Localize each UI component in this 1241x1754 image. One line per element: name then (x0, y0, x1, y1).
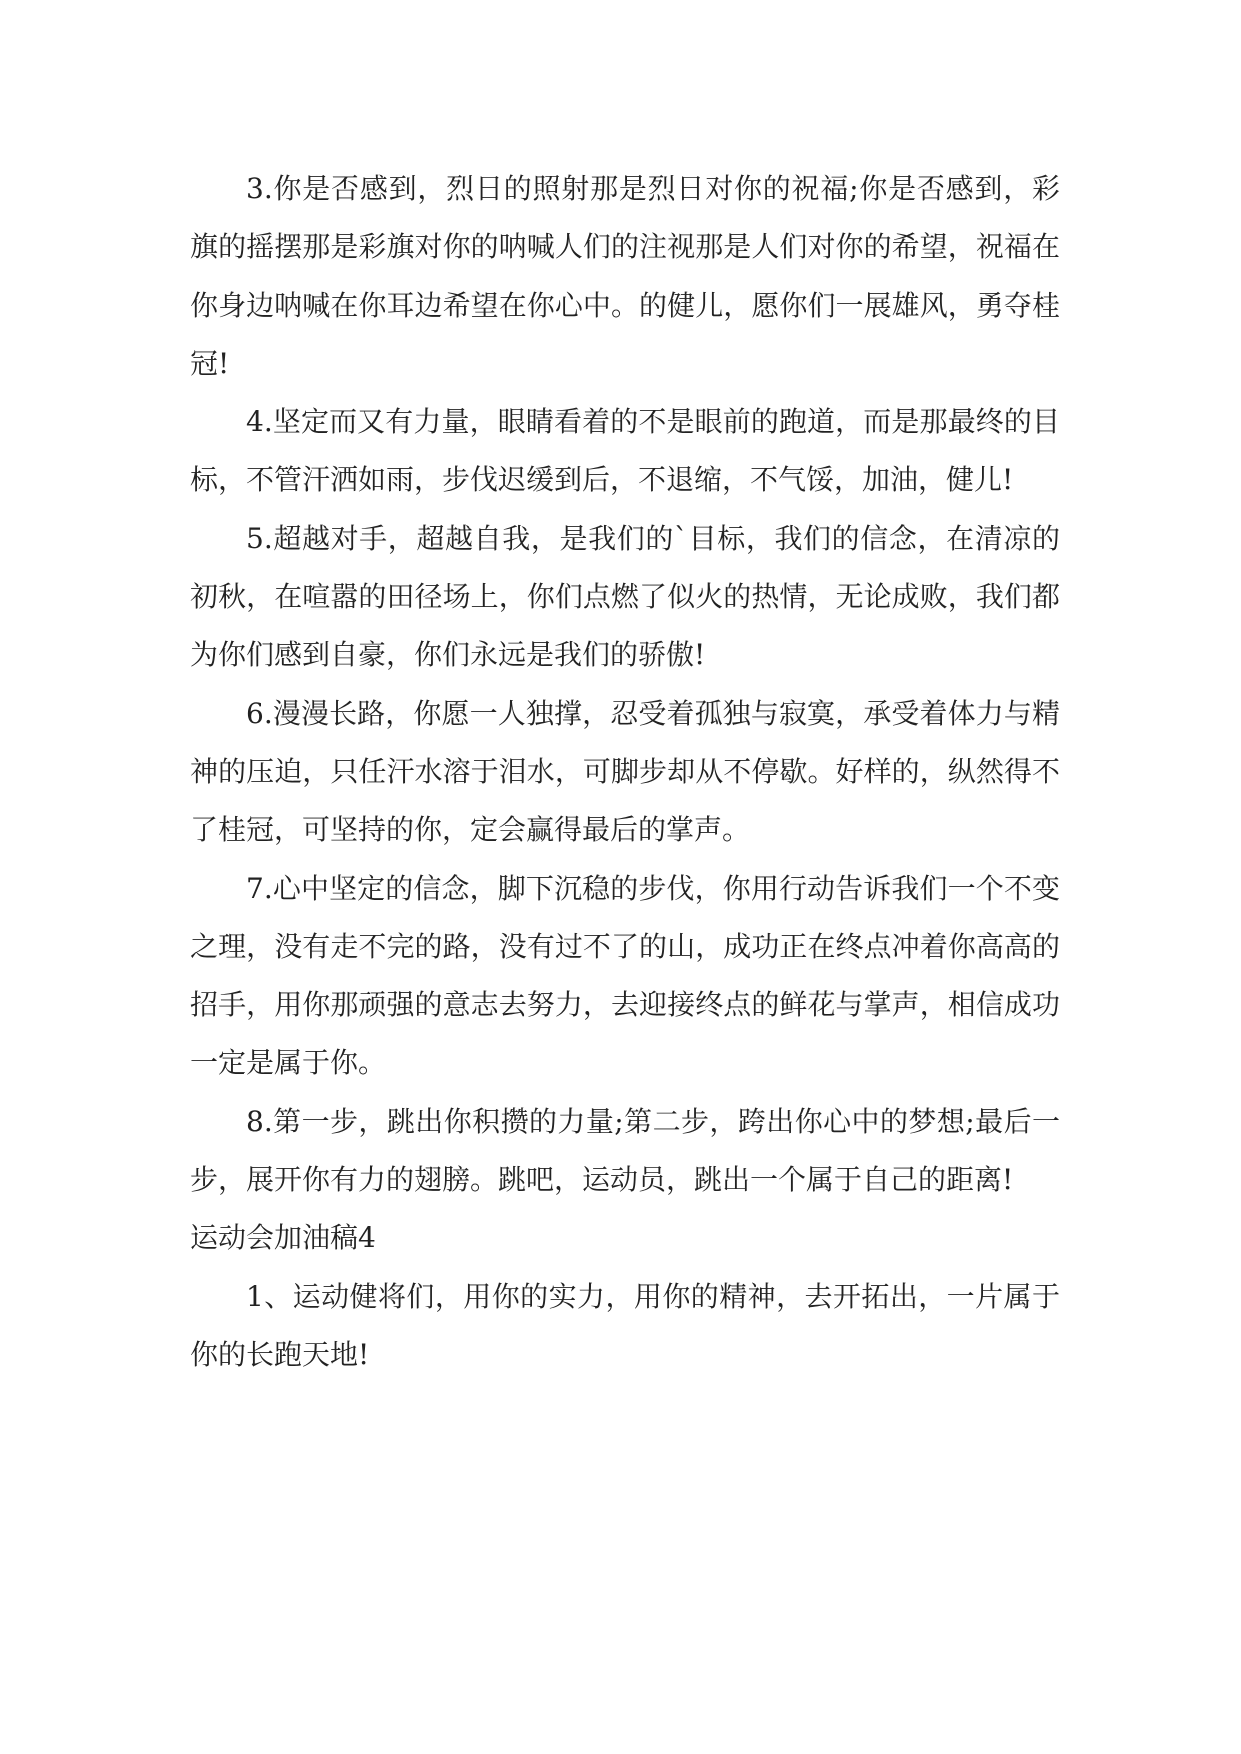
paragraph-4: 4.坚定而又有力量，眼睛看着的不是眼前的跑道，而是那最终的目标，不管汗洒如雨，步伐迟缓到后，不退缩，不气馁，加油，健儿! (190, 405, 1060, 497)
document-body (190, 160, 1060, 1384)
paragraph-5: 5.超越对手，超越自我，是我们的`目标，我们的信念，在清凉的初秋，在喧嚣的田径场上，你们点燃了似火的热情，无论成败，我们都为你们感到自豪，你们永远是我们的骄傲! (190, 521, 1060, 672)
paragraph-8: 8.第一步，跳出你积攒的力量;第二步，跨出你心中的梦想;最后一步，展开你有力的翅膀。跳吧，运动员，跳出一个属于自己的距离! (190, 1104, 1060, 1197)
paragraph-6: 6.漫漫长路，你愿一人独撑，忍受着孤独与寂寞，承受着体力与精神的压迫，只任汗水溶于泪水，可脚步却从不停歇。好样的，纵然得不了桂冠，可坚持的你，定会赢得最后的掌声。 (190, 696, 1060, 847)
section-heading: 运动会加油稿4 (190, 1221, 376, 1255)
paragraph-7: 7.心中坚定的信念，脚下沉稳的步伐，你用行动告诉我们一个不变之理，没有走不完的路，没有过不了的山，成功正在终点冲着你高高的招手，用你那顽强的意志去努力，去迎接终点的鲜花与掌声，相信成功一定是属于你。 (190, 871, 1060, 1080)
paragraph-3: 3.你是否感到，烈日的照射那是烈日对你的祝福;你是否感到，彩旗的摇摆那是彩旗对你的呐喊人们的注视那是人们对你的希望，祝福在你身边呐喊在你耳边希望在你心中。的健儿，愿你们一展雄风，勇夺桂冠! (190, 172, 1060, 380)
section-paragraph-1: 1、运动健将们，用你的实力，用你的精神，去开拓出，一片属于你的长跑天地! (190, 1279, 1060, 1371)
